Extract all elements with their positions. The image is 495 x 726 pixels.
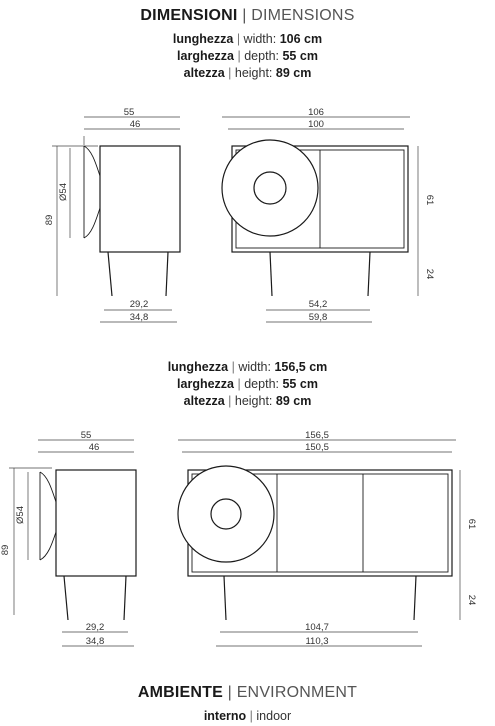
- dim-side-diameter-b: Ø54: [15, 506, 26, 524]
- dim-front-top-inner-b: 150,5: [305, 442, 329, 453]
- dim-front-top-outer: 106: [308, 107, 324, 118]
- dim-side-bottom-inner: 29,2: [129, 299, 149, 310]
- dim-side-diameter: Ø54: [58, 183, 69, 201]
- dim-front-body-height-b: 61: [466, 518, 477, 530]
- dim-front-top-inner: 100: [308, 119, 324, 130]
- dim-side-top-inner: 46: [129, 119, 141, 130]
- spec-width: lunghezza | width: 106 cm: [172, 32, 323, 46]
- dim-side-top-inner-b: 46: [88, 442, 100, 453]
- spec-block-a: [0, 31, 495, 82]
- drawing-variant-b: [0, 420, 495, 655]
- spec-depth-b: larghezza | depth: 55 cm: [177, 377, 318, 391]
- dim-front-bottom-outer-b: 110,3: [305, 636, 329, 647]
- spec-block-b: [0, 359, 495, 410]
- environment-heading: AMBIENTE | ENVIRONMENT: [137, 684, 358, 701]
- dim-side-bottom-inner-b: 29,2: [85, 622, 105, 633]
- dim-front-bottom-inner-b: 104,7: [305, 622, 329, 633]
- side-view-b: [0, 430, 136, 647]
- environment-value: interno | indoor: [203, 709, 292, 723]
- side-view-a: [44, 107, 180, 323]
- dim-front-bottom-outer: 59,8: [308, 312, 328, 323]
- dim-front-leg-height-b: 24: [466, 594, 477, 606]
- dim-side-height-b: 89: [0, 544, 11, 556]
- dim-front-bottom-inner: 54,2: [308, 299, 328, 310]
- dim-front-body-height: 61: [424, 194, 435, 206]
- drawing-variant-a: [0, 100, 495, 330]
- dim-side-bottom-outer: 34,8: [129, 312, 149, 323]
- dim-side-height: 89: [44, 214, 55, 226]
- dim-side-top-outer-b: 55: [80, 430, 92, 441]
- spec-height: altezza | height: 89 cm: [183, 66, 312, 80]
- dim-side-top-outer: 55: [123, 107, 135, 118]
- spec-depth: larghezza | depth: 55 cm: [177, 49, 318, 63]
- front-view-b: [178, 430, 477, 647]
- dim-front-leg-height: 24: [424, 268, 435, 280]
- front-view-a: [222, 107, 435, 323]
- dimensions-heading: DIMENSIONI | DIMENSIONS: [140, 7, 355, 24]
- dim-side-bottom-outer-b: 34,8: [85, 636, 105, 647]
- dim-front-top-outer-b: 156,5: [305, 430, 329, 441]
- spec-height-b: altezza | height: 89 cm: [183, 394, 312, 408]
- spec-width-b: lunghezza | width: 156,5 cm: [167, 360, 328, 374]
